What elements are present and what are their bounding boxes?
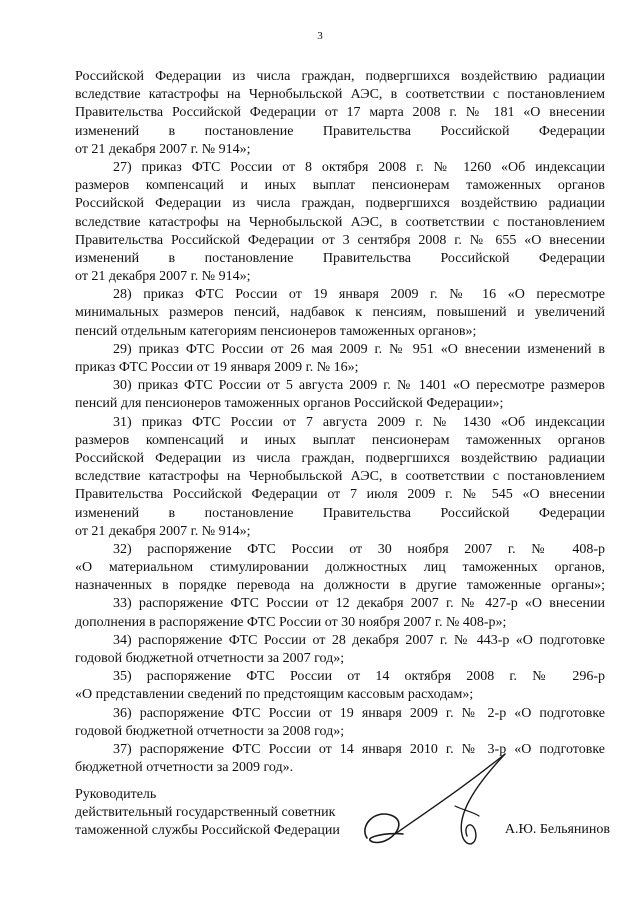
- text-line: 36) распоряжение ФТС России от 19 января 2009 г. № 2-р «О подготовке: [113, 705, 605, 721]
- text-line: 37) распоряжение ФТС России от 14 января 2010 г. № 3-р «О подготовке: [113, 741, 605, 757]
- text-line: 33) распоряжение ФТС России от 12 декабря 2007 г. № 427-р «О внесении: [113, 596, 605, 612]
- signature-block: [75, 786, 620, 856]
- signatory-rank: действительный государственный советник: [75, 805, 336, 820]
- text-line: приказ ФТС России от 19 января 2009 г. № 16»;: [75, 360, 359, 375]
- text-line: от 21 декабря 2007 г. № 914»;: [75, 141, 251, 157]
- text-line: 35) распоряжение ФТС России от 14 октября 2008 г. № 296-р: [113, 669, 605, 685]
- text-line: 27) приказ ФТС России от 8 октября 2008 г. № 1260 «Об индексации: [113, 159, 605, 175]
- text-line: от 21 декабря 2007 г. № 914»;: [75, 523, 251, 539]
- document-body: [75, 68, 605, 777]
- text-line: 30) приказ ФТС России от 5 августа 2009 г. № 1401 «О пересмотре размеров: [113, 378, 605, 394]
- text-line: Правительства Российской Федерации от 3 сентября 2008 г. № 655 «О внесении: [75, 232, 605, 248]
- text-line: Российской Федерации из числа граждан, подвергшихся воздействию радиации: [75, 69, 605, 84]
- text-line: 28) приказ ФТС России от 19 января 2009 г. № 16 «О пересмотре: [113, 287, 605, 303]
- text-line: вследствие катастрофы на Чернобыльской АЭС, в соответствии с постановлением: [75, 469, 605, 485]
- text-line: изменений в постановление Правительства Российской Федерации: [75, 123, 605, 139]
- text-line: вследствие катастрофы на Чернобыльской АЭС, в соответствии с постановлением: [75, 87, 605, 103]
- signatory-rank-continued: таможенной службы Российской Федерации: [75, 823, 340, 838]
- text-line: назначенных в порядке перевода на должности в другие таможенные органы»;: [75, 578, 605, 594]
- text-line: «О представлении сведений по предстоящим кассовым расходам»;: [75, 687, 474, 703]
- text-line: годовой бюджетной отчетности за 2007 год»;: [75, 651, 345, 666]
- text-line: от 21 декабря 2007 г. № 914»;: [75, 269, 251, 285]
- text-line: размеров компенсаций и иных выплат пенсионерам таможенных органов: [75, 178, 605, 194]
- text-line: 32) распоряжение ФТС России от 30 ноября 2007 г. № 408-р: [113, 541, 605, 557]
- signatory-title: Руководитель: [75, 787, 157, 802]
- text-line: изменений в постановление Правительства Российской Федерации: [75, 250, 605, 266]
- text-line: размеров компенсаций и иных выплат пенсионерам таможенных органов: [75, 432, 605, 448]
- text-line: Правительства Российской Федерации от 17 марта 2008 г. № 181 «О внесении: [75, 105, 605, 121]
- page-number: 3: [317, 30, 323, 42]
- text-line: Российской Федерации из числа граждан, подвергшихся воздействию радиации: [75, 450, 605, 466]
- text-line: Российской Федерации из числа граждан, подвергшихся воздействию радиации: [75, 196, 605, 212]
- signatory-name: А.Ю. Бельянинов: [504, 822, 610, 837]
- text-line: пенсий отдельным категориям пенсионеров таможенных органов»;: [75, 323, 477, 339]
- text-line: изменений в постановление Правительства Российской Федерации: [75, 505, 605, 521]
- text-line: бюджетной отчетности за 2009 год».: [75, 760, 294, 776]
- text-line: вследствие катастрофы на Чернобыльской АЭС, в соответствии с постановлением: [75, 214, 605, 230]
- text-line: дополнения в распоряжение ФТС России от 30 ноября 2007 г. № 408-р»;: [75, 614, 507, 630]
- text-line: «О материальном стимулировании должностных лиц таможенных органов,: [75, 560, 605, 576]
- text-line: Правительства Российской Федерации от 7 июля 2009 г. № 545 «О внесении: [75, 487, 605, 503]
- text-line: годовой бюджетной отчетности за 2008 год»;: [75, 723, 345, 739]
- text-line: 29) приказ ФТС России от 26 мая 2009 г. № 951 «О внесении изменений в: [113, 341, 605, 357]
- handwritten-signature: [355, 746, 575, 866]
- text-line: 31) приказ ФТС России от 7 августа 2009 г. № 1430 «Об индексации: [113, 414, 605, 430]
- text-line: пенсий для пенсионеров таможенных органов Российской Федерации»;: [75, 396, 504, 412]
- text-line: 34) распоряжение ФТС России от 28 декабря 2007 г. № 443-р «О подготовке: [113, 632, 605, 648]
- text-line: минимальных размеров пенсий, надбавок к пенсиям, повышений и увеличений: [75, 305, 605, 321]
